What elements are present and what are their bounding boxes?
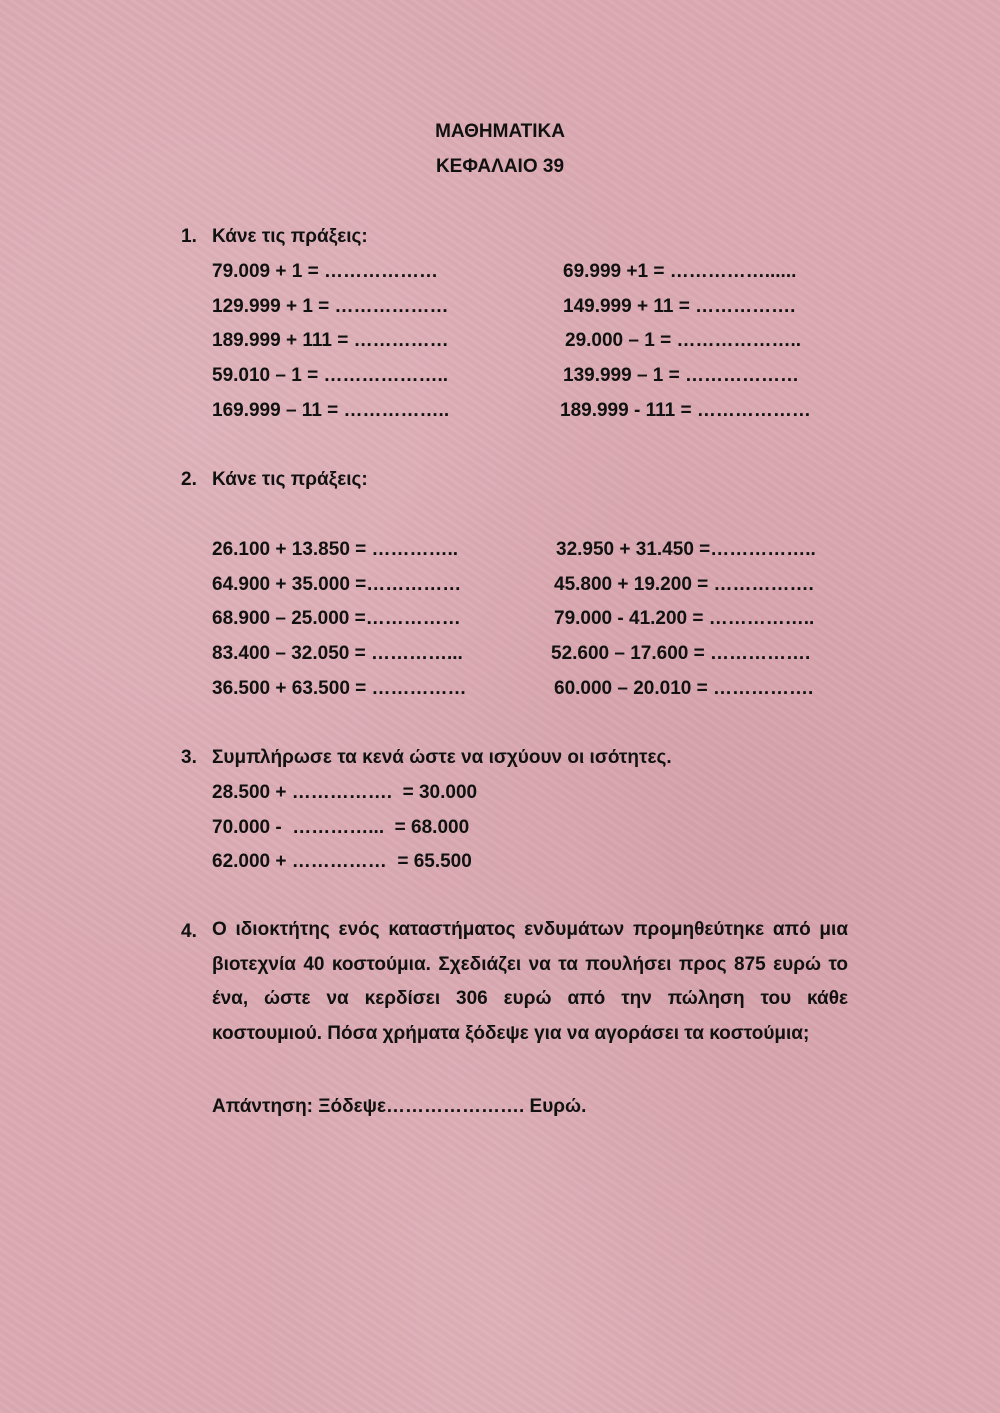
exercise-2-left-4: 83.400 – 32.050 = …………... (212, 643, 463, 664)
exercise-3-prompt: Συμπλήρωσε τα κενά ώστε να ισχύουν οι ισότητες. (212, 747, 672, 768)
exercise-2-left-5: 36.500 + 63.500 = …………… (212, 678, 467, 699)
exercise-1-right-1: 69.999 +1 = ……………...... (563, 261, 797, 282)
exercise-1-left-5: 169.999 – 11 = …………….. (212, 400, 450, 421)
exercise-1-prompt: Κάνε τις πράξεις: (212, 226, 368, 247)
exercise-2-left-3: 68.900 – 25.000 =…………… (212, 608, 461, 629)
exercise-3-number: 3. (181, 747, 197, 768)
exercise-2-prompt: Κάνε τις πράξεις: (212, 469, 368, 490)
exercise-4-number: 4. (181, 921, 197, 942)
exercise-1-left-2: 129.999 + 1 = ……………… (212, 296, 449, 317)
exercise-2-right-3: 79.000 - 41.200 = …………….. (554, 608, 815, 629)
exercise-1-right-4: 139.999 – 1 = ……………… (563, 365, 800, 386)
exercise-2-left-2: 64.900 + 35.000 =…………… (212, 574, 462, 595)
exercise-2-right-1: 32.950 + 31.450 =…………….. (556, 539, 816, 560)
exercise-2-right-5: 60.000 – 20.010 = ……………. (554, 678, 814, 699)
exercise-4-problem-text: Ο ιδιοκτήτης ενός καταστήματος ενδυμάτων προμηθεύτηκε από μια βιοτεχνία 40 κοστούμια. Σχεδιάζει να τα πουλήσει προς 875 ευρώ το ένα, ώστε να κερδίσει 306 ευρώ από την πώληση του κάθε κοστουμιού. Πόσα χρήματα ξόδεψε για να αγοράσει τα κοστούμια; (212, 919, 848, 1045)
exercise-2-right-4: 52.600 – 17.600 = ……………. (551, 643, 811, 664)
exercise-1-right-3: 29.000 – 1 = ……………….. (565, 330, 802, 351)
chapter-title: ΚΕΦΑΛΑΙΟ 39 (435, 156, 565, 177)
exercise-1-left-4: 59.010 – 1 = ……………….. (212, 365, 449, 386)
exercise-1-right-2: 149.999 + 11 = ……………. (563, 296, 796, 317)
exercise-3-line-2: 70.000 - …………... = 68.000 (212, 817, 470, 838)
exercise-2-number: 2. (181, 469, 197, 490)
exercise-2-right-2: 45.800 + 19.200 = ……………. (554, 574, 814, 595)
exercise-4-answer: Απάντηση: Ξόδεψε…………………. Ευρώ. (212, 1096, 587, 1117)
exercise-3-line-3: 62.000 + …………… = 65.500 (212, 851, 472, 872)
exercise-1-number: 1. (181, 226, 197, 247)
exercise-3-line-1: 28.500 + ……………. = 30.000 (212, 782, 478, 803)
exercise-1-right-5: 189.999 - 111 = ……………… (560, 400, 811, 421)
subject-title: ΜΑΘΗΜΑΤΙΚΑ (435, 121, 565, 142)
exercise-1-left-3: 189.999 + 111 = …………… (212, 330, 449, 351)
exercise-1-left-1: 79.009 + 1 = ……………… (212, 261, 438, 282)
exercise-2-left-1: 26.100 + 13.850 = ………….. (212, 539, 459, 560)
